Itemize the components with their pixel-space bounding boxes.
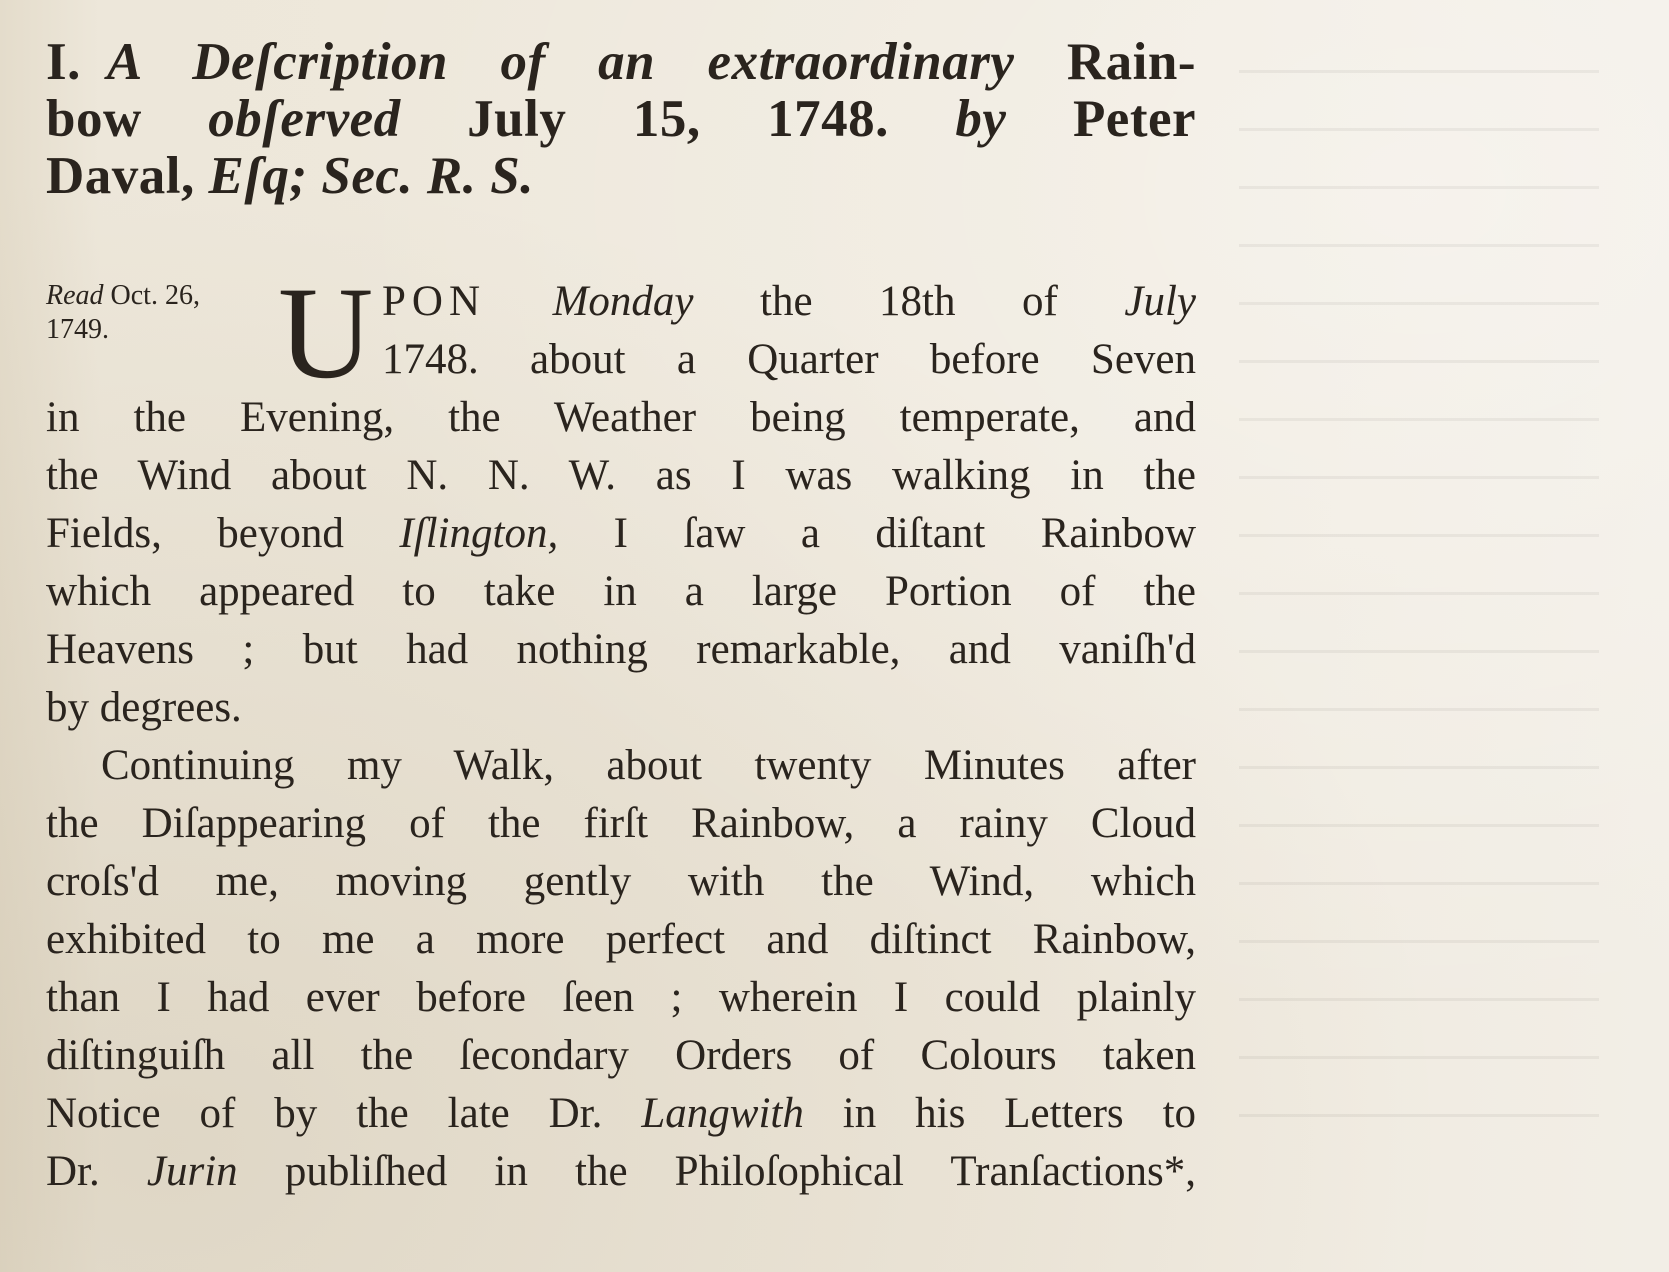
paragraph-2	[46, 737, 1196, 1201]
sidenote-read: Read	[46, 280, 104, 311]
para1-line-1: PON Monday the 18th of July	[382, 278, 1197, 325]
paragraph-1	[46, 259, 1197, 737]
show-through-texture	[1239, 70, 1599, 1170]
article-number: I.	[46, 33, 81, 91]
title-author-first: Peter	[1072, 90, 1197, 148]
para2-line-8: Dr. Jurin publiſhed in the Philoſophical Tranſactions*,	[46, 1148, 1197, 1195]
para2-line-5: than I had ever before ſeen ; wherein I could plainly	[46, 974, 1196, 1021]
article-body	[46, 259, 1197, 1201]
para1-line-3: in the Evening, the Weather being temperate, and	[46, 394, 1196, 441]
title-author-credentials: Eſq; Sec. R. S.	[208, 147, 534, 205]
read-date-sidenote	[46, 279, 200, 347]
para1-line-5: Fields, beyond Iſlington, I ſaw a diſtant Rainbow	[46, 510, 1197, 557]
para1-line-4: the Wind about N. N. W. as I was walking in the	[46, 452, 1196, 499]
para2-line-4: exhibited to me a more perfect and diſtinct Rainbow,	[46, 916, 1196, 963]
sidenote-date: Oct. 26,	[110, 280, 200, 311]
para2-line-6: diſtinguiſh all the ſecondary Orders of Colours taken	[46, 1032, 1196, 1079]
title-italic-by: by	[955, 90, 1007, 148]
para1-line-2: 1748. about a Quarter before Seven	[382, 336, 1196, 383]
title-italic-d: obſerved	[208, 90, 401, 148]
sidenote-year: 1749.	[46, 314, 109, 345]
title-date: July 15, 1748.	[467, 90, 889, 148]
para2-line-1: Continuing my Walk, about twenty Minutes after	[101, 742, 1196, 789]
article-title	[46, 34, 1196, 205]
title-italic-a: A Deſcription of an extraordinary	[106, 33, 1015, 91]
article	[46, 34, 1196, 1201]
title-text-b: Rain-	[1066, 33, 1197, 91]
para1-line-7: Heavens ; but had nothing remarkable, and vaniſh'd	[46, 626, 1196, 673]
para2-line-2: the Diſappearing of the firſt Rainbow, a rainy Cloud	[46, 800, 1196, 847]
para2-line-7: Notice of by the late Dr. Langwith in his Letters to	[46, 1090, 1197, 1137]
title-text-c: bow	[46, 90, 142, 148]
para1-line-6: which appeared to take in a large Portion of the	[46, 568, 1196, 615]
drop-cap: U	[278, 259, 374, 406]
para1-line-8: by degrees.	[46, 684, 242, 731]
para2-line-3: croſs'd me, moving gently with the Wind, which	[46, 858, 1196, 905]
title-author-last: Daval,	[46, 147, 195, 205]
